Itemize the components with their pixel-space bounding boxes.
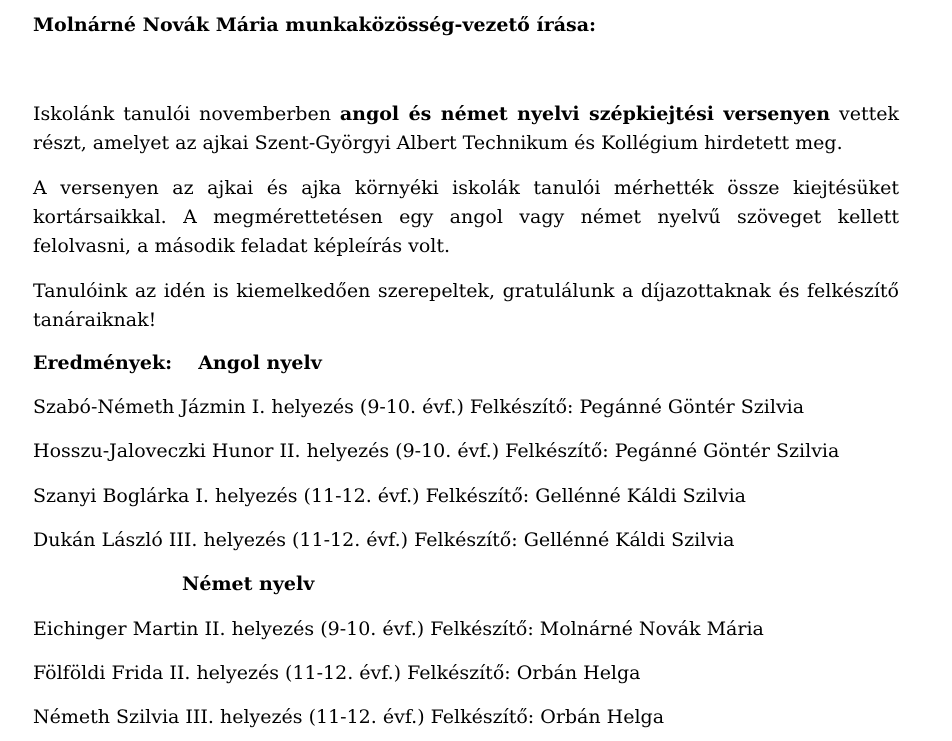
result-entry-english-1: Szabó-Németh Jázmin I. helyezés (9-10. évf.) Felkészítő: Pegánné Göntér Szilvia: [33, 396, 805, 418]
result-entry-german-2: Fölföldi Frida II. helyezés (11-12. évf.) Felkészítő: Orbán Helga: [33, 662, 641, 684]
intro-paragraph: [33, 100, 899, 158]
intro-text-start: Iskolánk tanulói novemberben: [33, 103, 340, 125]
intro-text-end: vettek részt, amelyet az ajkai Szent-Györgyi Albert Technikum és Kollégium hirdetett meg.: [33, 103, 899, 154]
result-entry-german-1: Eichinger Martin II. helyezés (9-10. évf.) Felkészítő: Molnárné Novák Mária: [33, 618, 764, 640]
result-entry-english-3: Szanyi Boglárka I. helyezés (11-12. évf.) Felkészítő: Gellénné Káldi Szilvia: [33, 485, 746, 507]
results-header: [33, 349, 322, 378]
article-heading: Molnárné Novák Mária munkaközösség-vezető írása:: [33, 14, 597, 36]
german-section-title: Német nyelv: [182, 573, 315, 595]
result-entry-english-2: Hosszu-Jaloveczki Hunor II. helyezés (9-10. évf.) Felkészítő: Pegánné Göntér Szilvia: [33, 440, 840, 462]
results-label: Eredmények:: [33, 352, 173, 374]
competition-paragraph: A versenyen az ajkai és ajka környéki iskolák tanulói mérhették össze kiejtésüket kortársaikkal. A megmérettetésen egy angol vagy német nyelvű szöveget kellett felolvasni, a második feladat képleírás volt.: [33, 177, 899, 257]
result-entry-german-3: Németh Szilvia III. helyezés (11-12. évf.) Felkészítő: Orbán Helga: [33, 706, 665, 728]
intro-text-bold: angol és német nyelvi szépkiejtési versenyen: [339, 103, 831, 125]
result-entry-english-4: Dukán László III. helyezés (11-12. évf.) Felkészítő: Gellénné Káldi Szilvia: [33, 529, 735, 551]
congratulation-paragraph: Tanulóink az idén is kiemelkedően szerepeltek, gratulálunk a díjazottaknak és felkészítő tanáraiknak!: [33, 280, 899, 331]
english-section-title: Angol nyelv: [198, 352, 322, 374]
